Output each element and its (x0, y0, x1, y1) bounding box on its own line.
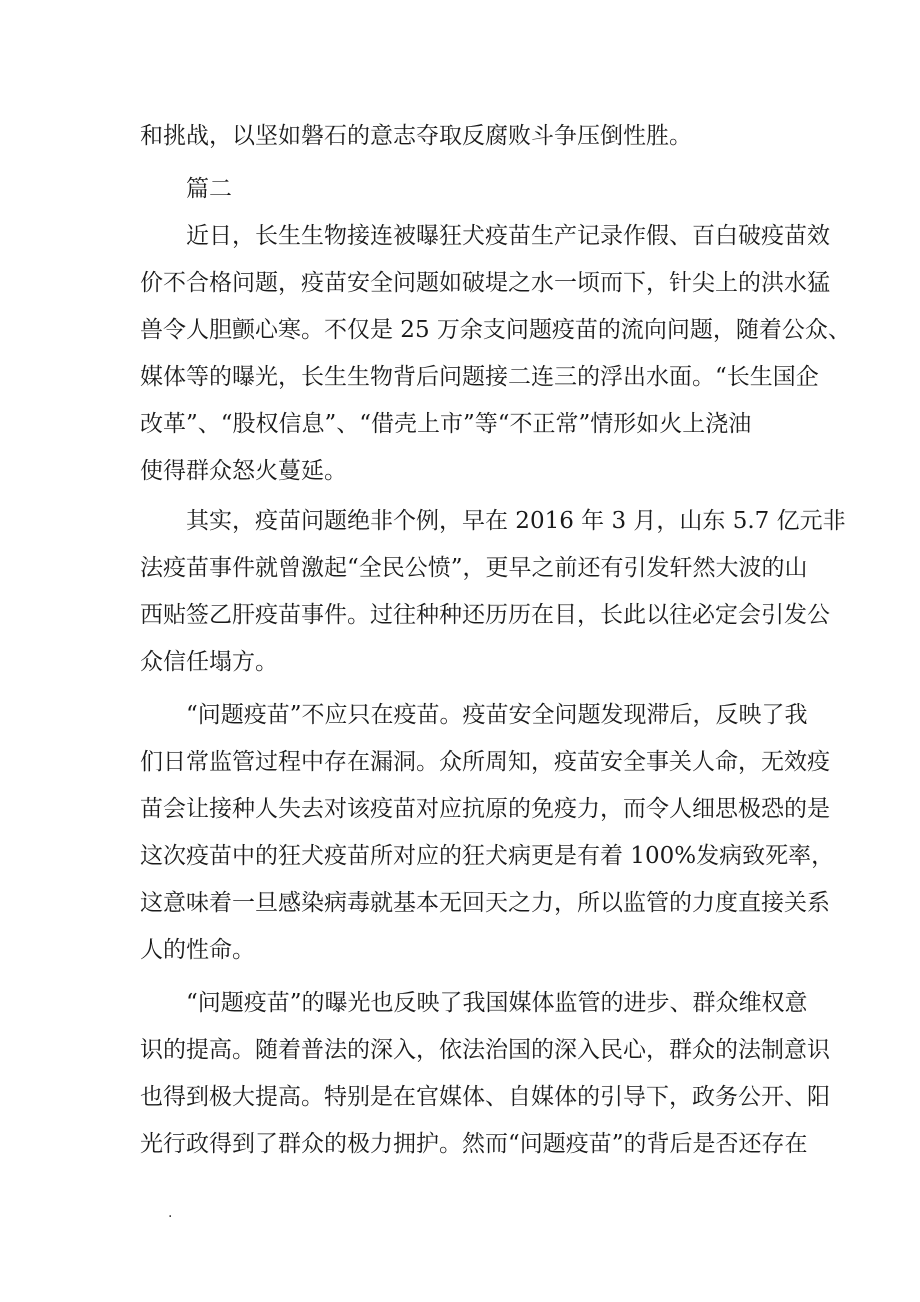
text-line: 众信任塌方。 (140, 649, 278, 675)
text-line: 西贴签乙肝疫苗事件。过往种种还历历在目，长此以往必定会引发公 (140, 602, 830, 628)
text-line: 识的提高。随着普法的深入，依法治国的深入民心，群众的法制意识 (140, 1037, 830, 1063)
text-line: 媒体等的曝光，长生生物背后问题接二连三的浮出水面。“长生国企 (140, 364, 819, 390)
text-line: 苗会让接种人失去对该疫苗对应抗原的免疫力，而令人细思极恐的是 (140, 796, 830, 822)
text-line: 价不合格问题，疫苗安全问题如破堤之水一顷而下，针尖上的洪水猛 (140, 270, 830, 296)
text-line: “问题疫苗”不应只在疫苗。疫苗安全问题发现滞后，反映了我 (186, 702, 808, 728)
text-line: 兽令人胆颤心寒。不仅是 25 万余支问题疫苗的流向问题，随着公众、 (140, 317, 851, 343)
text-line: 也得到极大提高。特别是在官媒体、自媒体的引导下，政务公开、阳 (140, 1084, 830, 1110)
text-line: 改革”、“股权信息”、“借壳上市”等“不正常”情形如火上浇油 (140, 411, 752, 437)
text-line: 人的性命。 (140, 937, 255, 963)
text-line: 近日，长生生物接连被曝狂犬疫苗生产记录作假、百白破疫苗效 (186, 223, 830, 249)
text-line: 们日常监管过程中存在漏洞。众所周知，疫苗安全事关人命，无效疫 (140, 749, 830, 775)
text-line: 和挑战，以坚如磐石的意志夺取反腐败斗争压倒性胜。 (140, 123, 692, 149)
text-line: 其实，疫苗问题绝非个例，早在 2016 年 3 月，山东 5.7 亿元非 (186, 508, 846, 534)
text-line: 法疫苗事件就曾激起“全民公愤”，更早之前还有引发轩然大波的山 (140, 555, 808, 581)
footer-mark: . (168, 1205, 173, 1221)
section-heading: 篇二 (186, 176, 232, 202)
text-line: 这意味着一旦感染病毒就基本无回天之力，所以监管的力度直接关系 (140, 890, 830, 916)
text-line: 使得群众怒火蔓延。 (140, 458, 347, 484)
text-line: “问题疫苗”的曝光也反映了我国媒体监管的进步、群众维权意 (186, 990, 808, 1016)
text-line: 光行政得到了群众的极力拥护。然而“问题疫苗”的背后是否还存在 (140, 1131, 808, 1157)
text-line: 这次疫苗中的狂犬疫苗所对应的狂犬病更是有着 100%发病致死率， (140, 843, 835, 869)
